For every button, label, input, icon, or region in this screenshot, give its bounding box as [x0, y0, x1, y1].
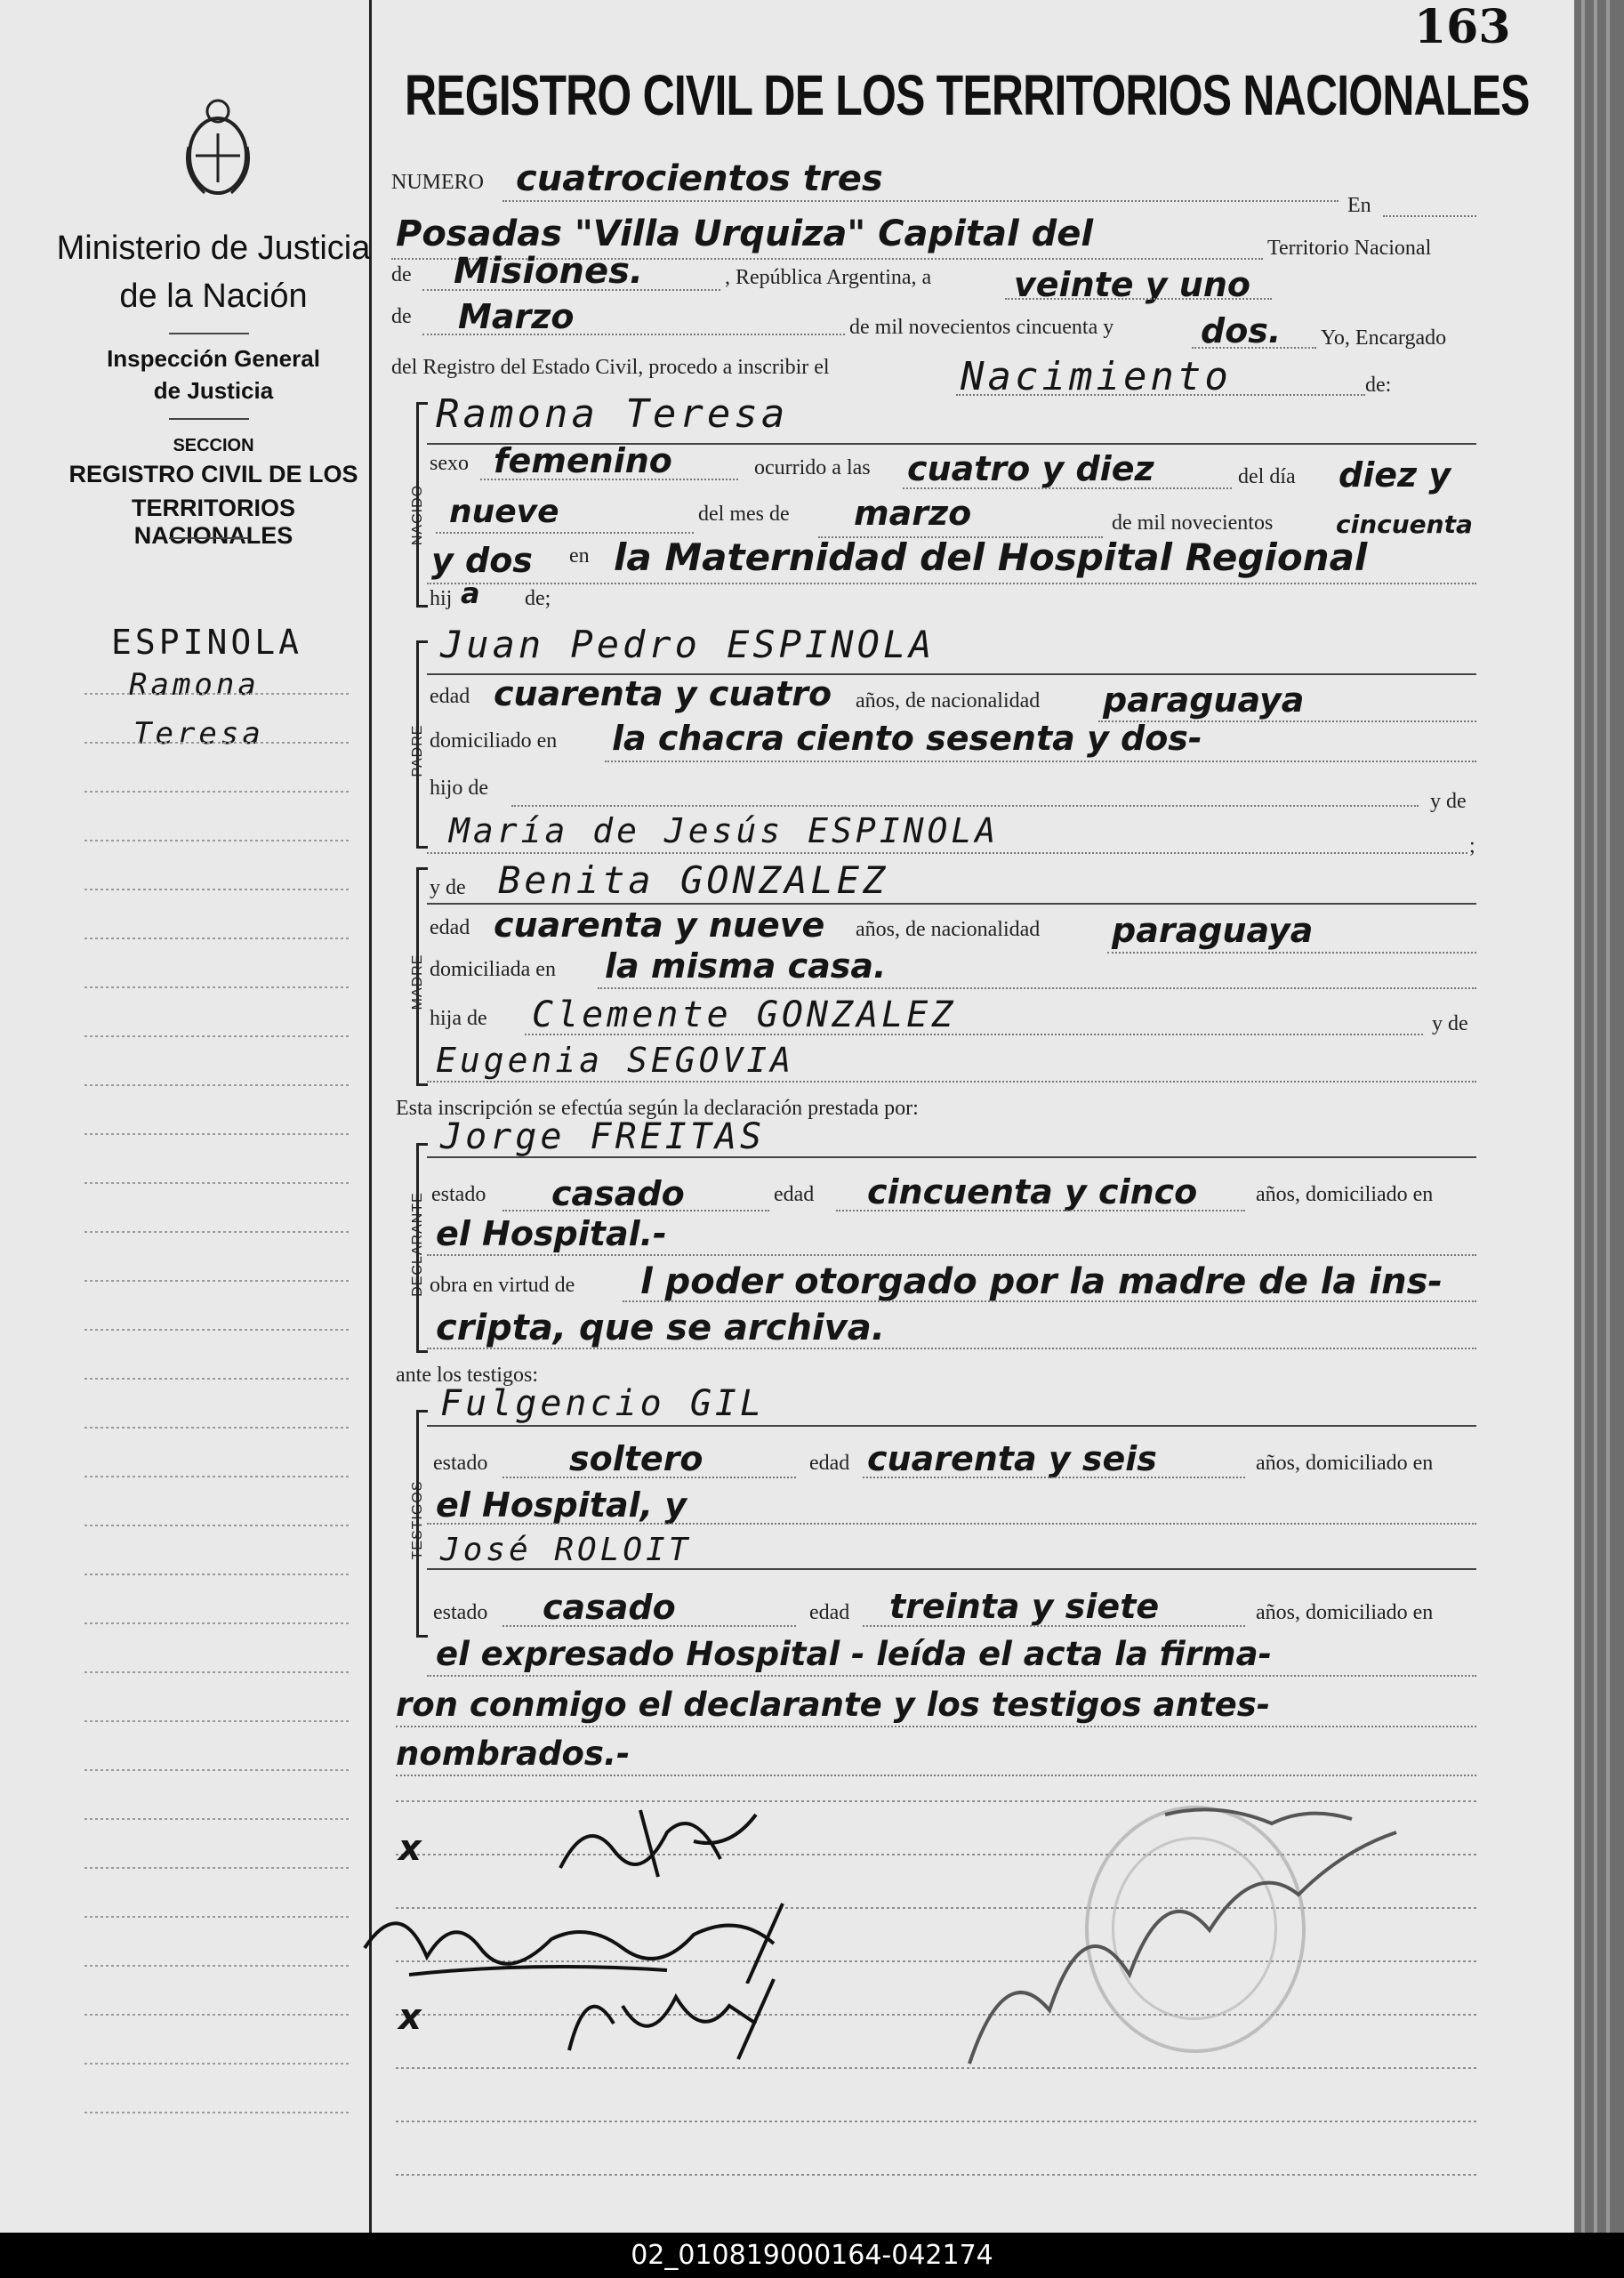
label-domiciliada: domiciliada en — [430, 958, 556, 981]
value-t1-edad: cuarenta y seis — [867, 1439, 1157, 1478]
label-nacido: NACIDO — [410, 484, 425, 546]
inspection-line-2: de Justicia — [153, 377, 274, 404]
label-esta-inscripcion: Esta inscripción se efectúa según la declaración prestada por: — [396, 1097, 919, 1120]
value-anio-1: cincuenta — [1336, 510, 1473, 539]
label-numero: NUMERO — [391, 171, 485, 194]
value-t2-dom-2: ron conmigo el declarante y los testigos antes- — [396, 1686, 1271, 1724]
margin-name-1: Ramona — [129, 667, 260, 703]
value-padre-nac: paraguaya — [1103, 680, 1305, 720]
label-en: en — [569, 544, 590, 567]
value-madre-madre: Eugenia SEGOVIA — [436, 1041, 795, 1080]
label-del-mes: del mes de — [698, 503, 790, 526]
rule — [427, 583, 1476, 584]
rule — [623, 1300, 1476, 1302]
value-anio: dos. — [1201, 311, 1282, 350]
label-testigos: TESTIGOS — [410, 1480, 425, 1560]
value-territorio: Misiones. — [454, 251, 644, 292]
label-yo-encargado: Yo, Encargado — [1321, 326, 1447, 350]
value-declarante: Jorge FREITAS — [440, 1116, 766, 1157]
label-edad: edad — [430, 916, 470, 939]
value-madre-edad: cuarenta y nueve — [494, 906, 825, 945]
value-decl-dom: el Hospital.- — [436, 1214, 667, 1253]
value-decl-estado: casado — [551, 1174, 685, 1213]
value-sexo: femenino — [494, 441, 672, 480]
value-testigo-1: Fulgencio GIL — [440, 1383, 766, 1424]
section-line-2: TERRITORIOS NACIONALES — [131, 495, 296, 549]
value-madre-dom: la misma casa. — [605, 946, 887, 986]
value-t1-dom: el Hospital, y — [436, 1485, 687, 1525]
rule — [863, 1625, 1245, 1627]
book-edge — [1574, 0, 1624, 2233]
value-testigo-2: José ROLOIT — [440, 1532, 692, 1568]
value-madre-padre: Clemente GONZALEZ — [532, 994, 957, 1035]
label-de: de — [391, 263, 412, 286]
label-territorio: Territorio Nacional — [1267, 237, 1432, 260]
label-madre: MADRE — [410, 954, 425, 1010]
value-dia-1: diez y — [1339, 455, 1451, 495]
label-y-de: y de — [1432, 1012, 1468, 1035]
label-de-mil-nov: de mil novecientos — [1112, 511, 1274, 535]
label-en: En — [1347, 194, 1371, 217]
rule — [427, 1348, 1476, 1349]
value-numero: cuatrocientos tres — [516, 158, 883, 199]
label-padre: PADRE — [410, 724, 425, 777]
margin-ruled-lines — [84, 649, 356, 2161]
rule — [956, 394, 1365, 396]
rule — [502, 1210, 769, 1211]
label-edad: edad — [430, 685, 470, 708]
label-del-dia: del día — [1238, 465, 1296, 488]
rule — [427, 1568, 1476, 1570]
value-t2-estado: casado — [543, 1588, 676, 1627]
ministry-line-2: de la Nación — [119, 278, 308, 315]
value-t2-dom-3: nombrados.- — [396, 1735, 631, 1773]
value-fecha-dia: veinte y uno — [1014, 265, 1250, 304]
label-edad: edad — [809, 1601, 850, 1624]
signature-testigo-2 — [551, 1970, 818, 2068]
value-dia-2: nueve — [449, 494, 559, 530]
section-label: SECCION — [173, 436, 254, 455]
value-nombre: Ramona Teresa — [436, 391, 789, 437]
label-de-colon: de: — [1365, 374, 1392, 397]
divider — [169, 537, 249, 539]
label-anos-dom: años, domiciliado en — [1256, 1452, 1434, 1475]
label-hij: hij — [430, 587, 453, 610]
rule — [427, 1081, 1476, 1083]
rule — [427, 852, 1467, 854]
divider — [169, 418, 249, 420]
signature-testigo-1 — [356, 1886, 854, 1984]
label-declarante: DECLARANTE — [410, 1192, 425, 1297]
label-estado: estado — [431, 1183, 486, 1206]
value-t2-dom-1: el expresado Hospital - leída el acta la firma- — [436, 1635, 1272, 1673]
value-t2-edad: treinta y siete — [889, 1587, 1160, 1626]
label-obra-virtud: obra en virtud de — [430, 1274, 575, 1297]
value-madre-nac: paraguaya — [1112, 911, 1314, 950]
rule — [427, 1425, 1476, 1427]
label-anos-dom: años, domiciliado en — [1256, 1183, 1434, 1206]
value-hora: cuatro y diez — [907, 449, 1154, 488]
label-estado: estado — [433, 1601, 488, 1624]
label-republica: , República Argentina, a — [725, 266, 932, 289]
signature-encargado — [952, 1797, 1414, 2090]
left-margin-column — [0, 0, 372, 2233]
ministry-line-1: Ministerio de Justicia — [56, 229, 371, 267]
value-decl-virtud-2: cripta, que se archiva. — [436, 1308, 885, 1348]
label-semicolon: ; — [1469, 834, 1475, 857]
label-de-mil: de mil novecientos cincuenta y — [849, 316, 1114, 339]
rule — [863, 1477, 1245, 1478]
value-acto: Nacimiento — [961, 354, 1232, 399]
rule — [427, 903, 1476, 905]
value-lugar: Posadas "Villa Urquiza" Capital del — [396, 213, 1094, 254]
value-t1-estado: soltero — [569, 1439, 703, 1478]
rule — [1192, 347, 1316, 349]
margin-surname: ESPINOLA — [111, 623, 303, 662]
rule — [502, 200, 1339, 202]
rule — [422, 334, 845, 335]
margin-name-2: Teresa — [133, 716, 264, 752]
label-ante-testigos: ante los testigos: — [396, 1364, 538, 1387]
rule — [1383, 215, 1476, 217]
value-lugar-nac: la Maternidad del Hospital Regional — [614, 535, 1368, 579]
rule — [427, 1675, 1476, 1677]
rule — [502, 1625, 796, 1627]
rule — [511, 805, 1419, 807]
signature-mark-1: x — [398, 1828, 422, 1869]
value-padre-nombre: Juan Pedro ESPINOLA — [440, 623, 936, 666]
page-title: REGISTRO CIVIL DE LOS TERRITORIOS NACIONALES — [405, 63, 1530, 127]
rule — [427, 1156, 1476, 1158]
value-decl-virtud-1: l poder otorgado por la madre de la ins- — [640, 1261, 1443, 1302]
rule — [1005, 298, 1272, 300]
rule — [422, 289, 720, 291]
label-hijo-de: hijo de — [430, 777, 488, 800]
label-hija-de: hija de — [430, 1007, 487, 1030]
value-mes-nac: marzo — [854, 494, 972, 533]
label-domiciliado: domiciliado en — [430, 729, 558, 753]
footer-code: 02_010819000164-042174 — [0, 2233, 1624, 2278]
value-mes: Marzo — [458, 297, 575, 336]
signature-declarante — [534, 1797, 783, 1895]
label-sexo: sexo — [430, 452, 469, 475]
section-line-1: REGISTRO CIVIL DE LOS — [68, 461, 358, 487]
label-estado: estado — [433, 1452, 488, 1475]
label-edad: edad — [774, 1183, 815, 1206]
label-y-de: y de — [430, 876, 466, 899]
rule — [396, 1726, 1476, 1727]
divider — [169, 333, 249, 334]
label-edad: edad — [809, 1452, 850, 1475]
rule — [598, 987, 1476, 989]
rule — [525, 1034, 1423, 1035]
label-y-de: y de — [1430, 790, 1467, 813]
page-number: 163 — [1414, 0, 1511, 54]
signature-mark-2: x — [398, 1997, 422, 2038]
label-del-registro: del Registro del Estado Civil, procedo a inscribir el — [391, 356, 830, 379]
rule — [605, 761, 1476, 762]
label-de: de — [391, 305, 412, 328]
value-padre-dom: la chacra ciento sesenta y dos- — [612, 719, 1202, 758]
rule — [502, 1477, 796, 1478]
value-padre-edad: cuarenta y cuatro — [494, 674, 832, 713]
inspection-line-1: Inspección General — [107, 345, 320, 372]
rule — [836, 1210, 1245, 1211]
value-decl-edad: cincuenta y cinco — [867, 1172, 1198, 1211]
rule — [396, 1775, 1476, 1776]
rule — [1107, 952, 1476, 954]
label-ocurrido: ocurrido a las — [754, 456, 871, 479]
value-madre-nombre: Benita GONZALEZ — [498, 858, 889, 902]
coat-of-arms-icon — [178, 93, 258, 205]
rule — [480, 479, 738, 480]
value-hij-suffix: a — [461, 576, 480, 610]
rule — [903, 487, 1232, 489]
rule — [436, 532, 694, 534]
value-anio-2: y dos — [431, 541, 533, 580]
label-anos-dom: años, domiciliado en — [1256, 1601, 1434, 1624]
label-anos-nac: años, de nacionalidad — [856, 689, 1041, 712]
label-de: de; — [525, 587, 551, 610]
rule — [427, 1254, 1476, 1256]
value-padre-madre: María de Jesús ESPINOLA — [449, 811, 1000, 850]
rule — [427, 1523, 1476, 1525]
label-anos-nac: años, de nacionalidad — [856, 918, 1041, 941]
